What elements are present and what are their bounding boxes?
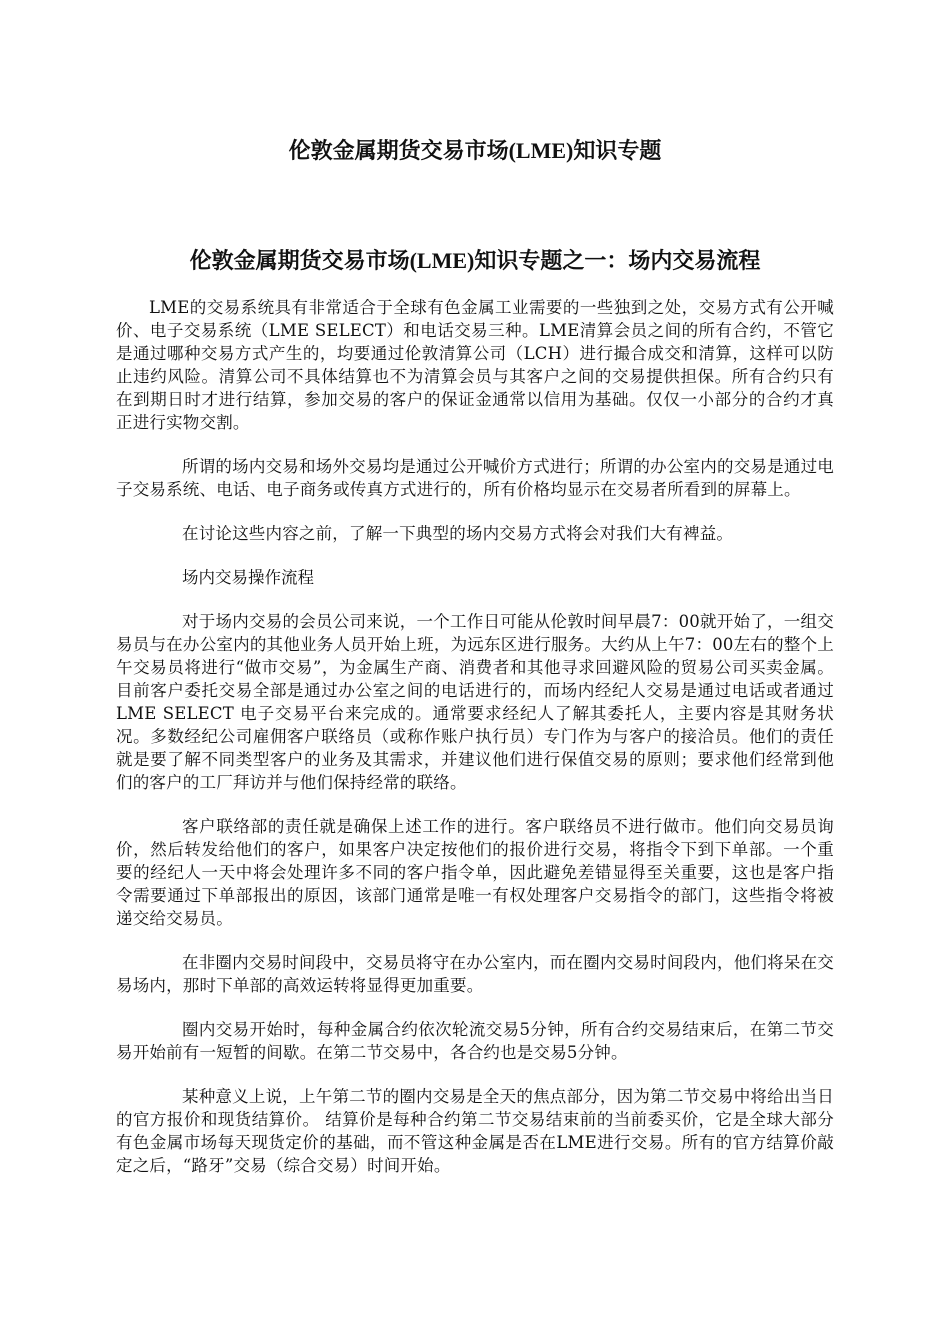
paragraph-before-discussion: 在讨论这些内容之前，了解一下典型的场内交易方式将会对我们大有裨益。 bbox=[182, 524, 734, 543]
paragraph-ring-sessions-office: 在非圈内交易时间段中，交易员将守在办公室内，而在圈内交易时间段内，他们将呆在交易场内，那时下单部的高效运转将显得更加重要。 bbox=[116, 953, 834, 995]
paragraph-member-workday: 对于场内交易的会员公司来说，一个工作日可能从伦敦时间早晨7：00就开始了，一组交易员与在办公室内的其他业务人员开始上班，为远东区进行服务。大约从上午7：00左右的整个上午交易员将进行“做市交易”，为金属生产商、消费者和其他寻求回避风险的贸易公司买卖金属。目前客户委托交易全部是通过办公室之间的电话进行的，而场内经纪人交易是通过电话或者通过LME SELECT 电子交易平台来完成的。通常要求经纪人了解其委托人，主要内容是其财务状况。多数经纪公司雇佣客户联络员（或称作账户执行员）专门作为与客户的接洽员。他们的责任就是要了解不同类型客户的业务及其需求，并建议他们进行保值交易的原则；要求他们经常到他们的客户的工厂拜访并与他们保持经常的联络。 bbox=[116, 612, 834, 792]
paragraph-second-session: 某种意义上说，上午第二节的圈内交易是全天的焦点部分，因为第二节交易中将给出当日的官方报价和现货结算价。 结算价是每种合约第二节交易结束前的当前委买价，它是全球大部分有色金属市场每天现货定价的基础，而不管这种金属是否在LME进行交易。所有的官方结算价敲定之后，“路牙”交易（综合交易）时间开始。 bbox=[116, 1087, 834, 1175]
paragraph-intro: LME的交易系统具有非常适合于全球有色金属工业需要的一些独到之处，交易方式有公开喊价、电子交易系统（LME SELECT）和电话交易三种。LME清算会员之间的所有合约，不管它是通过哪种交易方式产生的，均要通过伦敦清算公司（LCH）进行撮合成交和清算，这样可以防止违约风险。清算公司不具体结算也不为清算会员与其客户之间的交易提供担保。所有合约只有在到期日时才进行结算，参加交易的客户的保证金通常以信用为基础。仅仅一小部分的合约才真正进行实物交割。 bbox=[116, 298, 834, 432]
document-body bbox=[116, 296, 834, 1198]
paragraph-floor-office-trading: 所谓的场内交易和场外交易均是通过公开喊价方式进行；所谓的办公室内的交易是通过电子交易系统、电话、电子商务或传真方式进行的，所有价格均显示在交易者所看到的屏幕上。 bbox=[116, 457, 834, 499]
paragraph-ring-trading-start: 圈内交易开始时，每种金属合约依次轮流交易5分钟，所有合约交易结束后，在第二节交易开始前有一短暂的间歇。在第二节交易中，各合约也是交易5分钟。 bbox=[116, 1020, 834, 1062]
subheading-floor-trading-process: 场内交易操作流程 bbox=[182, 568, 314, 587]
paragraph-client-liaison: 客户联络部的责任就是确保上述工作的进行。客户联络员不进行做市。他们向交易员询价，然后转发给他们的客户，如果客户决定按他们的报价进行交易，将指令下到下单部。一个重要的经纪人一天中将会处理许多不同的客户指令单，因此避免差错显得至关重要，这也是客户指令需要通过下单部报出的原因，该部门通常是唯一有权处理客户交易指令的部门，这些指令将被递交给交易员。 bbox=[116, 817, 834, 928]
section-title: 伦敦金属期货交易市场(LME)知识专题之一：场内交易流程 bbox=[189, 248, 761, 273]
document-title: 伦敦金属期货交易市场(LME)知识专题 bbox=[288, 138, 662, 163]
